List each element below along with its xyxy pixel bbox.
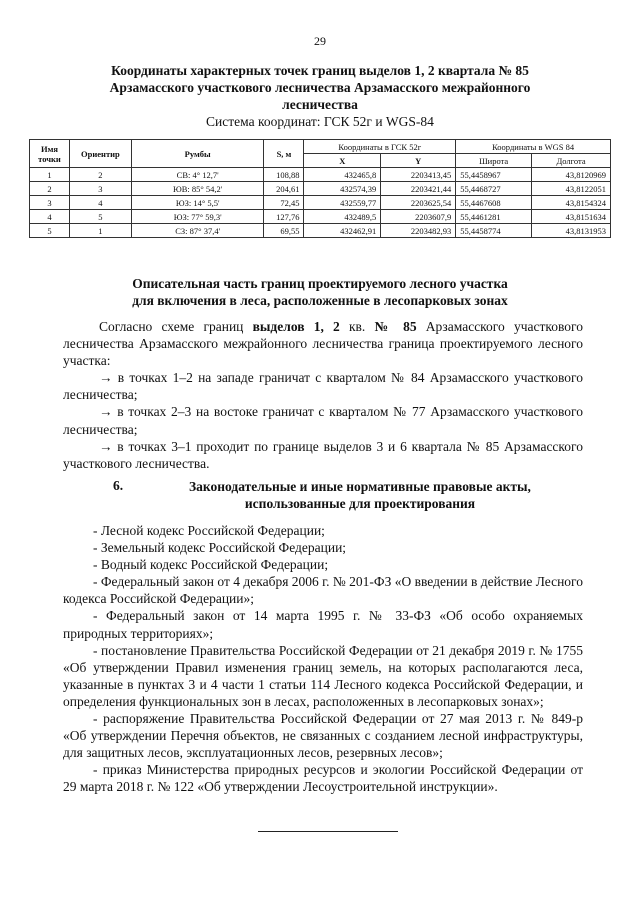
boundary-item-1: → в точках 1–2 на западе граничат с кварталом № 84 Арзамасского участкового лесничества; [63, 370, 583, 403]
intro-text-end: Арзамасского участкового лесничества Арзамасского межрайонного лесничества граница проектируемого лесного участка: [63, 319, 583, 369]
boundary-item-2: → в точках 2–3 на востоке граничат с кварталом № 77 Арзамасского участкового лесничества; [63, 404, 583, 437]
cell-rumb: ЮВ: 85° 54,2' [131, 182, 264, 196]
intro-bold-allotments: выделов 1, 2 [252, 319, 340, 334]
header-orient: Ориентир [69, 140, 131, 168]
act-item: - Федеральный закон от 14 марта 1995 г. № 33-ФЗ «Об особо охраняемых природных территориях»; [63, 608, 583, 641]
cell-s: 72,45 [264, 196, 304, 210]
footer-divider [258, 831, 398, 832]
coordinate-system-subtitle: Система координат: ГСК 52г и WGS-84 [206, 114, 434, 129]
header-distance: S, м [264, 140, 304, 168]
act-item: - Лесной кодекс Российской Федерации; [93, 523, 325, 538]
cell-s: 108,88 [264, 168, 304, 182]
section-title [160, 478, 560, 512]
act-item: - постановление Правительства Российской Федерации от 21 декабря 2019 г. № 1755 «Об утверждении Правил изменения границ земель, на которых располагаются леса, указанные в пунктах 3 и 4 части 1 статьи 114 Лесного кодекса Российской Федерации, и определения функциональных зон в лесах, расположенных в лесопарковых зонах»; [63, 642, 583, 709]
cell-lon: 43,8120969 [532, 168, 611, 182]
cell-s: 204,61 [264, 182, 304, 196]
header-lat: Широта [456, 154, 532, 168]
cell-orient: 2 [69, 168, 131, 182]
header-x: X [304, 154, 381, 168]
act-item: - Земельный кодекс Российской Федерации; [93, 540, 347, 556]
cell-rumb: СВ: 4° 12,7' [131, 168, 264, 182]
section-number: 6. [113, 478, 124, 493]
intro-bold-quarter: № 85 [374, 319, 417, 334]
cell-y: 2203413,45 [381, 168, 456, 182]
cell-x: 432559,77 [304, 196, 381, 210]
acts-list [63, 522, 583, 796]
header-wgs-group: Координаты в WGS 84 [456, 140, 611, 154]
cell-x: 432489,5 [304, 210, 381, 224]
cell-lat: 55,4468727 [456, 182, 532, 196]
description-heading-line-2: для включения в леса, расположенные в лесопарковых зонах [132, 293, 508, 308]
section-title-line-2: использованные для проектирования [244, 496, 476, 511]
cell-lon: 43,8154324 [532, 196, 611, 210]
cell-lon: 43,8151634 [532, 210, 611, 224]
table-row [30, 196, 611, 210]
header-gsk-group: Координаты в ГСК 52г [304, 140, 456, 154]
cell-y: 2203607,9 [381, 210, 456, 224]
cell-orient: 4 [69, 196, 131, 210]
cell-num: 5 [30, 224, 70, 238]
cell-s: 69,55 [264, 224, 304, 238]
coordinates-table [29, 139, 611, 238]
intro-text-start: Согласно схеме границ [99, 319, 253, 334]
table-row [30, 224, 611, 238]
cell-num: 2 [30, 182, 70, 196]
cell-num: 3 [30, 196, 70, 210]
coordinates-heading [60, 62, 580, 113]
header-lon: Долгота [532, 154, 611, 168]
cell-x: 432574,39 [304, 182, 381, 196]
cell-rumb: ЮЗ: 77° 59,3' [131, 210, 264, 224]
boundary-item-3: → в точках 3–1 проходит по границе выделов 3 и 6 квартала № 85 Арзамасского участкового лесничества. [63, 438, 583, 471]
cell-y: 2203421,44 [381, 182, 456, 196]
act-item: - приказ Министерства природных ресурсов и экологии Российской Федерации от 29 марта 2018 г. № 122 «Об утверждении Лесоустроительной инструкции». [63, 762, 583, 795]
act-item: - распоряжение Правительства Российской Федерации от 27 мая 2013 г. № 849-р «Об утверждении Перечня объектов, не связанных с созданием лесной инфраструктуры, для защитных лесов, эксплуатационных лесов, резервных лесов»; [63, 711, 583, 761]
cell-lat: 55,4458774 [456, 224, 532, 238]
heading-line-3: лесничества [282, 97, 358, 112]
page-number: 29 [314, 34, 326, 48]
heading-line-2: Арзамасского участкового лесничества Арзамасского межрайонного [109, 80, 531, 95]
table-row [30, 168, 611, 182]
cell-lon: 43,8131953 [532, 224, 611, 238]
cell-y: 2203482,93 [381, 224, 456, 238]
header-y: Y [381, 154, 456, 168]
table-row [30, 210, 611, 224]
cell-x: 432465,8 [304, 168, 381, 182]
heading-line-1: Координаты характерных точек границ выделов 1, 2 квартала № 85 [111, 63, 529, 78]
cell-orient: 1 [69, 224, 131, 238]
description-text [63, 318, 583, 472]
cell-rumb: ЮЗ: 14° 5,5' [131, 196, 264, 210]
cell-num: 4 [30, 210, 70, 224]
cell-num: 1 [30, 168, 70, 182]
cell-rumb: СЗ: 87° 37,4' [131, 224, 264, 238]
cell-x: 432462,91 [304, 224, 381, 238]
cell-s: 127,76 [264, 210, 304, 224]
cell-lat: 55,4461281 [456, 210, 532, 224]
cell-lat: 55,4458967 [456, 168, 532, 182]
intro-text-mid: кв. [339, 319, 375, 334]
cell-orient: 5 [69, 210, 131, 224]
header-point-name: Имя точки [30, 140, 70, 168]
cell-orient: 3 [69, 182, 131, 196]
section-title-line-1: Законодательные и иные нормативные правовые акты, [189, 479, 531, 494]
table-row [30, 182, 611, 196]
description-heading-line-1: Описательная часть границ проектируемого лесного участка [132, 276, 508, 291]
cell-lat: 55,4467608 [456, 196, 532, 210]
act-item: - Водный кодекс Российской Федерации; [93, 557, 329, 573]
header-rumb: Румбы [131, 140, 264, 168]
cell-lon: 43,8122051 [532, 182, 611, 196]
cell-y: 2203625,54 [381, 196, 456, 210]
act-item: - Федеральный закон от 4 декабря 2006 г. № 201-ФЗ «О введении в действие Лесного кодекса Российской Федерации»; [63, 574, 584, 607]
description-intro [63, 318, 583, 369]
description-heading [60, 275, 580, 309]
